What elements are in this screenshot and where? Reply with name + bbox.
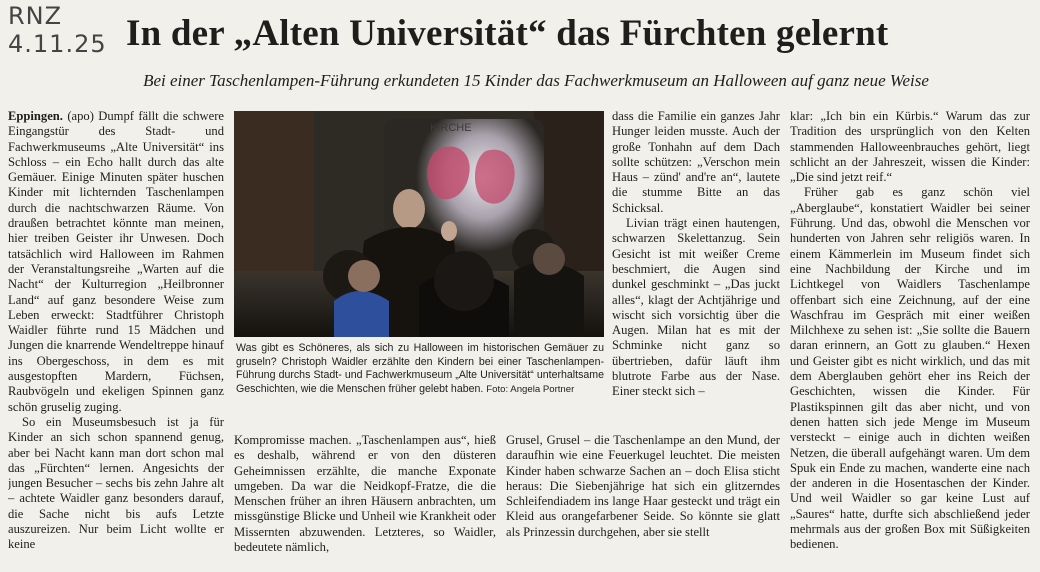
handwritten-note [8, 2, 118, 58]
photo-caption-text: Was gibt es Schöneres, als sich zu Halloween im historischen Gemäuer zu gruseln? Christoph Waidler erzählte den Kindern bei einer Taschenlampen-Führung durchs Stadt- und Fachwerkmuseum „Alte Universität“ unterhaltsame Geschichten, wie die Menschen früher gelebt haben. [236, 342, 604, 395]
photo-caption [236, 342, 604, 396]
article-column-4 [790, 109, 1030, 567]
article-paragraph: dass die Familie ein ganzes Jahr Hunger leiden musste. Auch der große Tonhahn auf dem Dach sollte schützen: „Verschon mein Haus – zünd' and're an“, lautete die stumme Bitte an das Schicksal. [612, 109, 780, 215]
handwritten-date: 4.11.25 [8, 30, 107, 58]
article-column-3 [612, 109, 780, 429]
article-paragraph: Livian trägt einen hautengen, schwarzen Skelettanzug. Sein Gesicht ist mit weißer Creme beschmiert, die Augen sind dunkel geschminkt – „Das juckt alles“, klagt der Achtjährige und wischt sich vorsichtig über die Augen. Milan hat es mit der Schminke nicht ganz so übertrieben, dafür läuft ihm blutrote Farbe aus der Nase. Einer steckt sich – [612, 216, 780, 399]
article-photo [234, 111, 604, 337]
article-headline: In der „Alten Universität“ das Fürchten gelernt [126, 13, 889, 54]
photo-credit: Foto: Angela Portner [486, 383, 575, 395]
handwritten-paper-name: RNZ [8, 2, 63, 30]
article-column-2 [234, 433, 496, 567]
article-paragraph: So ein Museumsbesuch ist ja für Kinder an sich schon spannend genug, aber bei Nacht kann man dort schon mal das „Fürchten“ lernen. Angesichts der jungen Besucher – sechs bis zehn Jahre alt – achtete Waidler ganz besonders darauf, die Sache nicht bis aufs Letzte auszureizen. Nur beim Licht wollte er keine [8, 414, 224, 552]
article-subheadline: Bei einer Taschenlampen-Führung erkundeten 15 Kinder das Fachwerkmuseum an Halloween auf ganz neue Weise [143, 71, 929, 90]
article-paragraph: klar: „Ich bin ein Kürbis.“ Warum das zur Tradition des ursprünglich von den Kelten stammenden Halloweenbrauches gehört, liegt schlicht an der Jahreszeit, wissen die Kinder: „Die sind jetzt reif.“ [790, 109, 1030, 185]
photo-illustration [234, 111, 604, 337]
article-column-1 [8, 109, 224, 567]
article-dateline: Eppingen. [8, 109, 63, 123]
article-column-3-continued [506, 433, 780, 567]
photo-wall-sign: KIRCHE [430, 122, 472, 134]
article-paragraph: Kompromisse machen. „Taschenlampen aus“, hieß es deshalb, während er von den düsteren Geheimnissen erzählte, die manche Exponate umgeben. Da war die Neidkopf-Fratze, die die Menschen früher an ihren Häusern anbrachten, um missgünstige Blicke und Unheil wie Krankheit oder Missernten abzuwenden. Letzteres, so Waidler, bedeutete nämlich, [234, 433, 496, 555]
article-paragraph: Eppingen. (apo) Dumpf fällt die schwere Eingangstür des Stadt- und Fachwerkmuseums „Alte Universität“ ins Schloss – ein Echo hallt durch das alte Gemäuer. Einige Minuten später huschen Kinder mit lichternden Taschenlampen durch die nachtschwarzen Räume. Von draußen betrachtet könnte man meinen, hier treiben Geister ihr Unwesen. Doch tatsächlich wird Halloween im Rahmen der Veranstaltungsreihe „Warten auf die Nacht“ der Kulturregion „Heilbronner Land“ auf ganz besondere Weise zum Leben erweckt: Stadtführer Christoph Waidler führte rund 15 Mädchen und Jungen die knarrende Wendeltreppe hinauf ins Obergeschoss, in dem es mit ausgestopften Mardern, Füchsen, Raubvögeln und ekeligen Spinnen ganz schön gruselig zuging. [8, 109, 224, 414]
article-paragraph: Früher gab es ganz schön viel „Aberglaube“, konstatiert Waidler bei seiner Führung. Und das, obwohl die Menschen vor hunderten von Jahren sehr religiös waren. In einem Kämmerlein im Museum findet sich eine Nachbildung der Kirche und im Lichtkegel von Waidlers Taschenlampe offenbart sich eine Zeichnung, auf der eine Waschfrau im Gespräch mit einer weißen Milchhexe zu sehen ist: „Sie sollte die Bauern daran erinnern, an Gott zu glauben.“ Hexen und Geister gibt es nicht wirklich, und das mit dem Aberglauben gehört eher ins Reich der Geschichten, wissen die Kinder. Für Plastikspinnen gilt das aber nicht, und von denen hatten sich jede Menge im Museum versteckt – einige auch in dichten weißen Netzen, die überall aufgehängt waren. Um dem Spuk ein Ende zu machen, wanderte eine nach der anderen in die Hosentaschen der Kinder. Und weil Waidler so gar keine Lust auf „Saures“ hatte, durfte sich abschließend jeder mehrmals aus der großen Box mit Süßigkeiten bedienen. [790, 185, 1030, 552]
article-paragraph: Grusel, Grusel – die Taschenlampe an den Mund, der daraufhin wie eine Feuerkugel leuchtet. Die meisten Kinder haben schwarze Sachen an – doch Elisa sticht heraus: Die Siebenjährige hat sich ein glitzerndes Schleifendiadem ins lange Haar gesteckt und trägt ein Kleid aus orangefarbener Seide. So könnte sie glatt als Prinzessin durchgehen, aber sie stellt [506, 433, 780, 539]
